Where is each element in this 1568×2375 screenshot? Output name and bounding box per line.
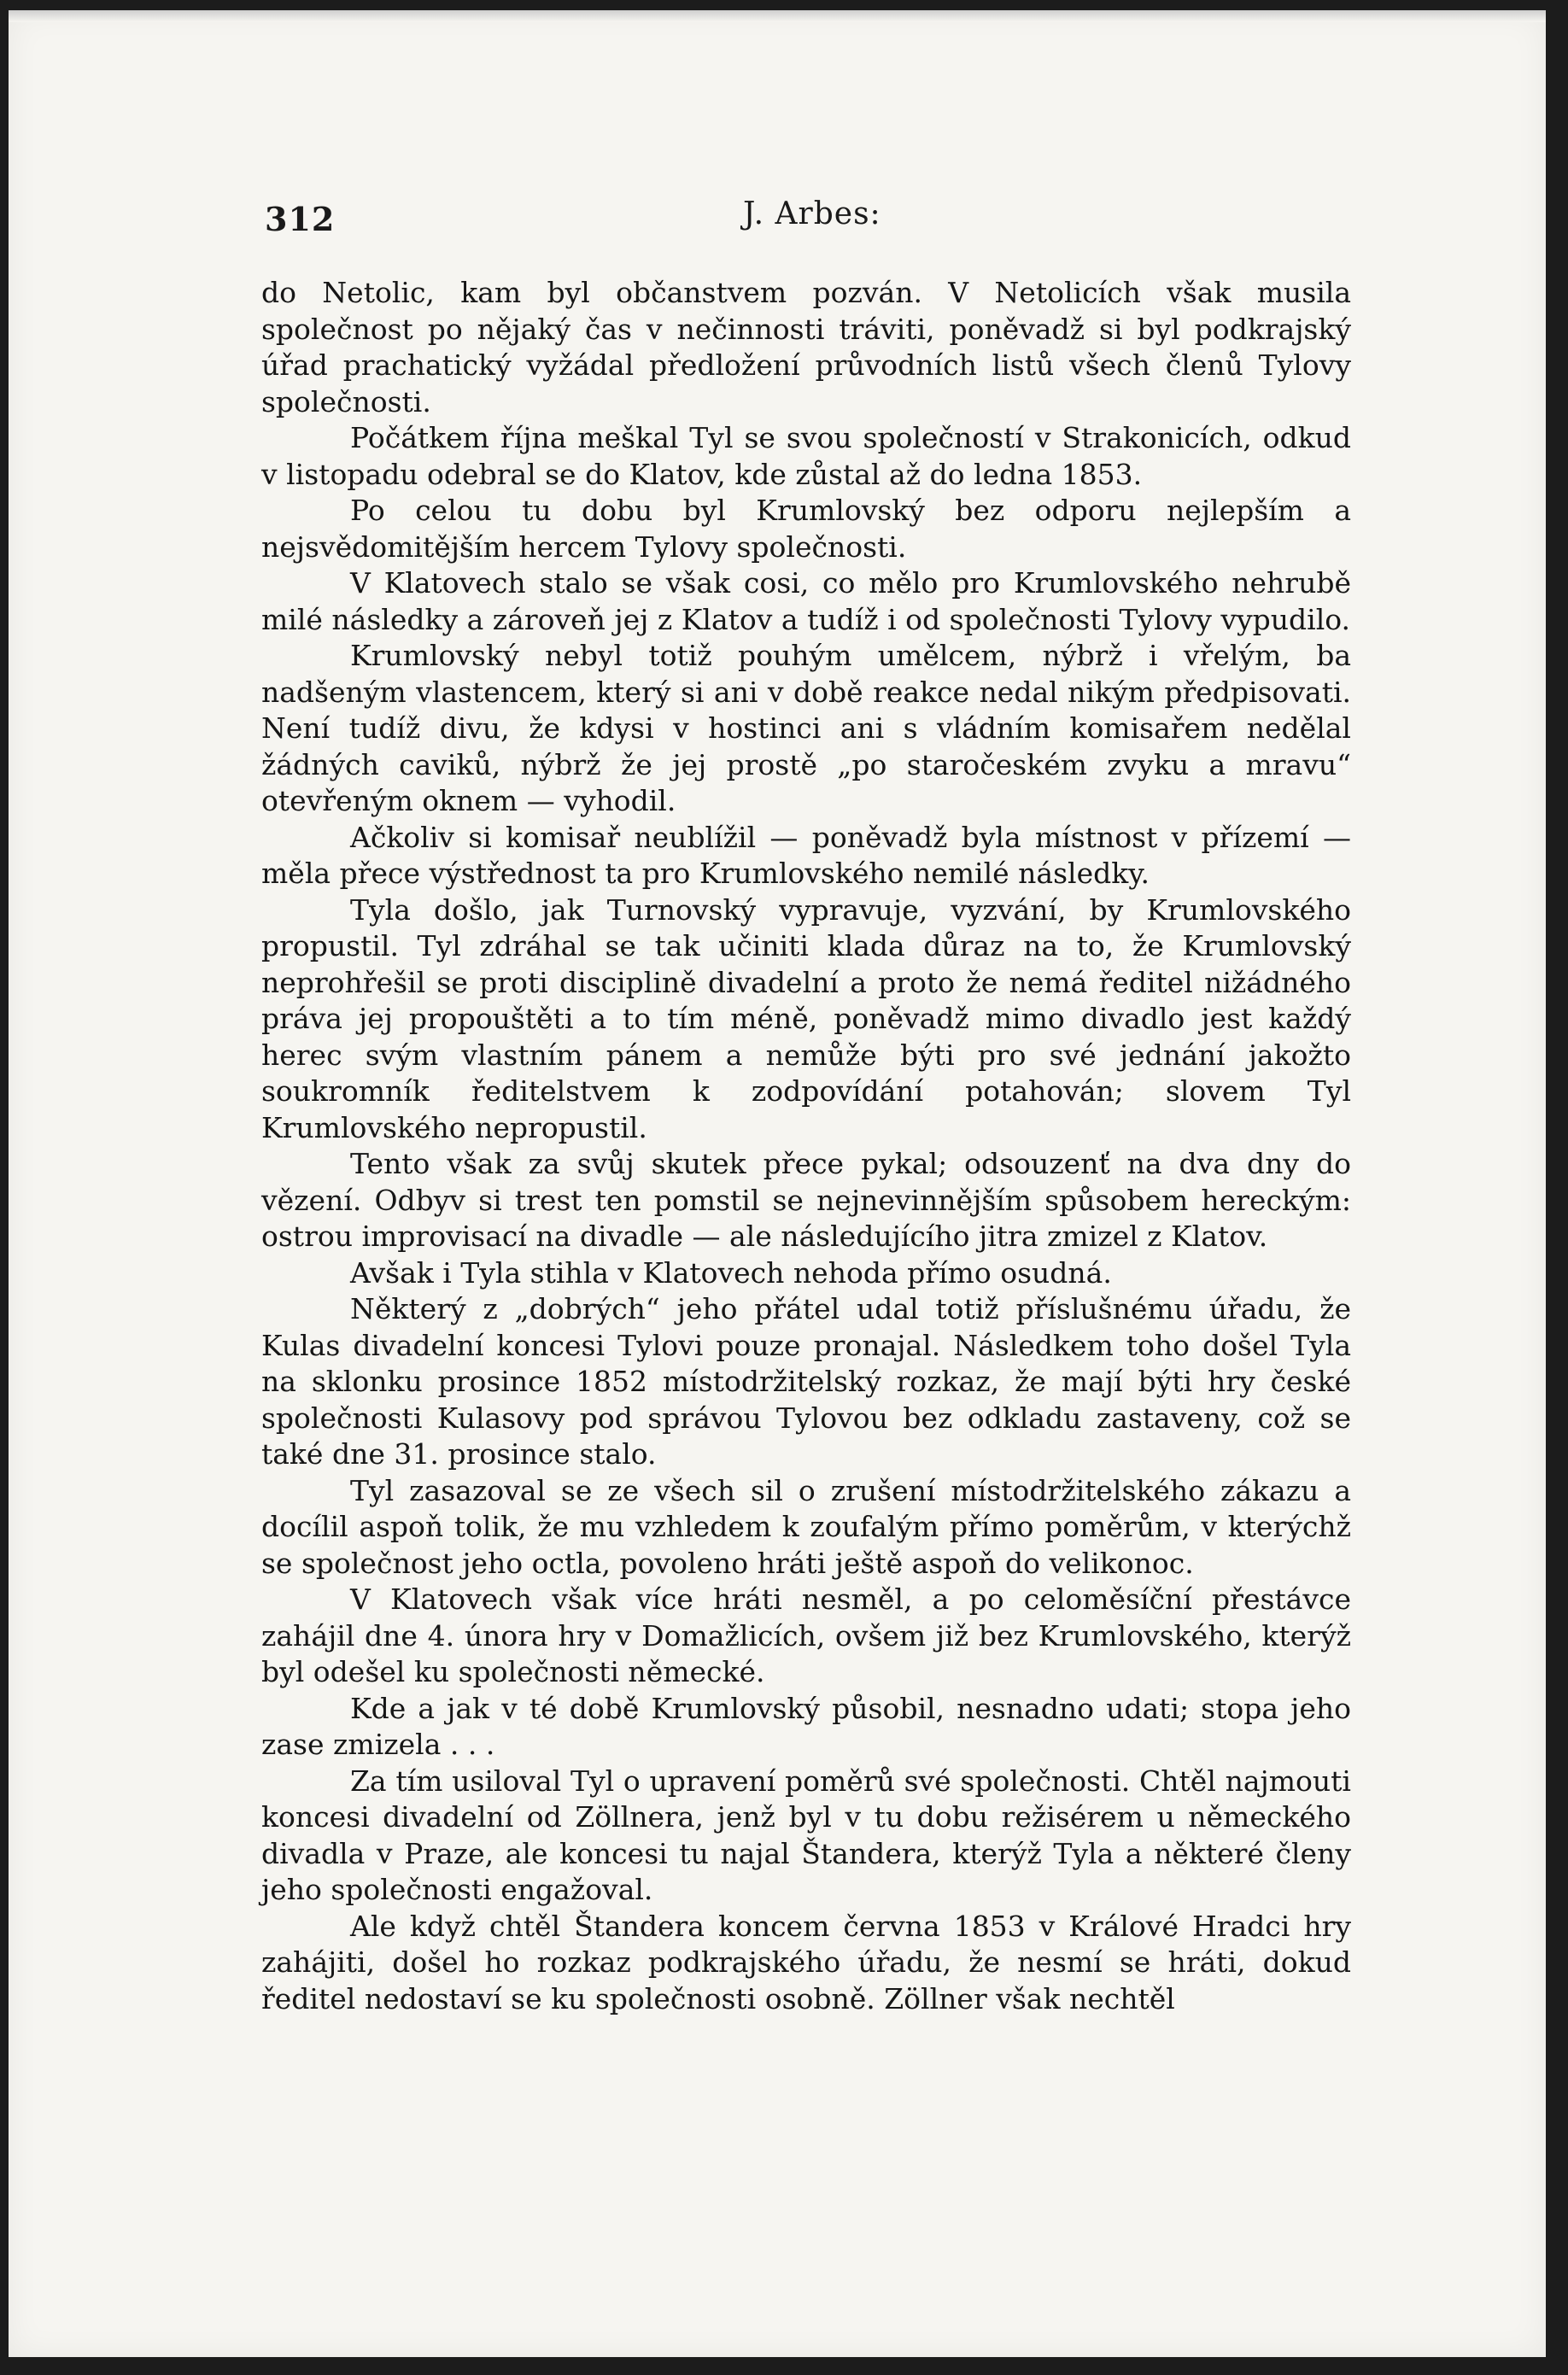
paragraph: Kde a jak v té době Krumlovský působil, nesnadno udati; stopa jeho zase zmizela . . . [261, 1691, 1351, 1761]
paragraph: Některý z „dobrých“ jeho přátel udal totiž příslušnému úřadu, že Kulas divadelní koncesi Tylovi pouze pronajal. Následkem toho došel Tyla na sklonku prosince 1852 místodržitelský rozkaz, že mají býti hry české společnosti Kulasovy pod správou Tylovou bez odkladu zastaveny, což se také dne 31. prosince stalo. [261, 1292, 1351, 1471]
running-head: J. Arbes: [743, 196, 881, 231]
paragraph: Ačkoliv si komisař neublížil — poněvadž byla místnost v přízemí — měla přece výstřednost ta pro Krumlovského nemilé následky. [261, 820, 1351, 890]
paragraph: Avšak i Tyla stihla v Klatovech nehoda přímo osudná. [350, 1255, 1112, 1290]
page-number: 312 [265, 200, 336, 238]
paragraph: Počátkem října meškal Tyl se svou společností v Strakonicích, odkud v listopadu odebral se do Klatov, kde zůstal až do ledna 1853. [261, 421, 1351, 491]
paragraph: Tyla došlo, jak Turnovský vypravuje, vyzvání, by Krumlovského propustil. Tyl zdráhal se tak učiniti klada důraz na to, že Krumlovský neprohřešil se proti disciplině divadelní a proto že nemá ředitel nižádného práva jej propouštěti a to tím méně, poněvadž mimo divadlo jest každý herec svým vlastním pánem a nemůže býti pro své jednání jakožto soukromník ředitelstvem k zodpovídání potahován; slovem Tyl Krumlovského nepropustil. [261, 892, 1351, 1144]
paragraph: Za tím usiloval Tyl o upravení poměrů své společnosti. Chtěl najmouti koncesi divadelní od Zöllnera, jenž byl v tu dobu režisérem u německého divadla v Praze, ale koncesi tu najal Štandera, kterýž Tyla a některé členy jeho společnosti engažoval. [261, 1764, 1351, 1906]
paragraph: Tento však za svůj skutek přece pykal; odsouzenť na dva dny do vězení. Odbyv si trest ten pomstil se nejnevinnějším spůsobem hereckým: ostrou improvisací na divadle — ale následujícího jitra zmizel z Klatov. [261, 1147, 1351, 1253]
paragraph: V Klatovech však více hráti nesměl, a po celoměsíční přestávce zahájil dne 4. února hry v Domažlicích, ovšem již bez Krumlovského, kterýž byl odešel ku společnosti německé. [261, 1582, 1351, 1688]
body-text [261, 275, 1351, 2017]
page-header [256, 193, 1351, 244]
paragraph: Po celou tu dobu byl Krumlovský bez odporu nejlepším a nejsvědomitějším hercem Tylovy společnosti. [261, 494, 1351, 564]
paragraph: Tyl zasazoval se ze všech sil o zrušení místodržitelského zákazu a docílil aspoň tolik, že mu vzhledem k zoufalým přímo poměrům, v kterýchž se společnost jeho octla, povoleno hráti ještě aspoň do velikonoc. [261, 1473, 1351, 1580]
paragraph: V Klatovech stalo se však cosi, co mělo pro Krumlovského nehrubě milé následky a zároveň jej z Klatov a tudíž i od společnosti Tylovy vypudilo. [261, 566, 1351, 636]
paragraph: Ale když chtěl Štandera koncem června 1853 v Králové Hradci hry zahájiti, došel ho rozkaz podkrajského úřadu, že nesmí se hráti, dokud ředitel nedostaví se ku společnosti osobně. Zöllner však nechtěl [261, 1909, 1351, 2015]
page-top-edge [9, 10, 1546, 22]
paragraph: do Netolic, kam byl občanstvem pozván. V Netolicích však musila společnost po nějaký čas v nečinnosti tráviti, poněvadž si byl podkrajský úřad prachatický vyžádal předložení průvodních listů všech členů Tylovy společnosti. [261, 276, 1351, 418]
paragraph: Krumlovský nebyl totiž pouhým umělcem, nýbrž i vřelým, ba nadšeným vlastencem, který si ani v době reakce nedal nikým předpisovati. Není tudíž divu, že kdysi v hostinci ani s vládním komisařem nedělal žádných caviků, nýbrž že jej prostě „po staročeském zvyku a mravu“ otevřeným oknem — vyhodil. [261, 639, 1351, 817]
